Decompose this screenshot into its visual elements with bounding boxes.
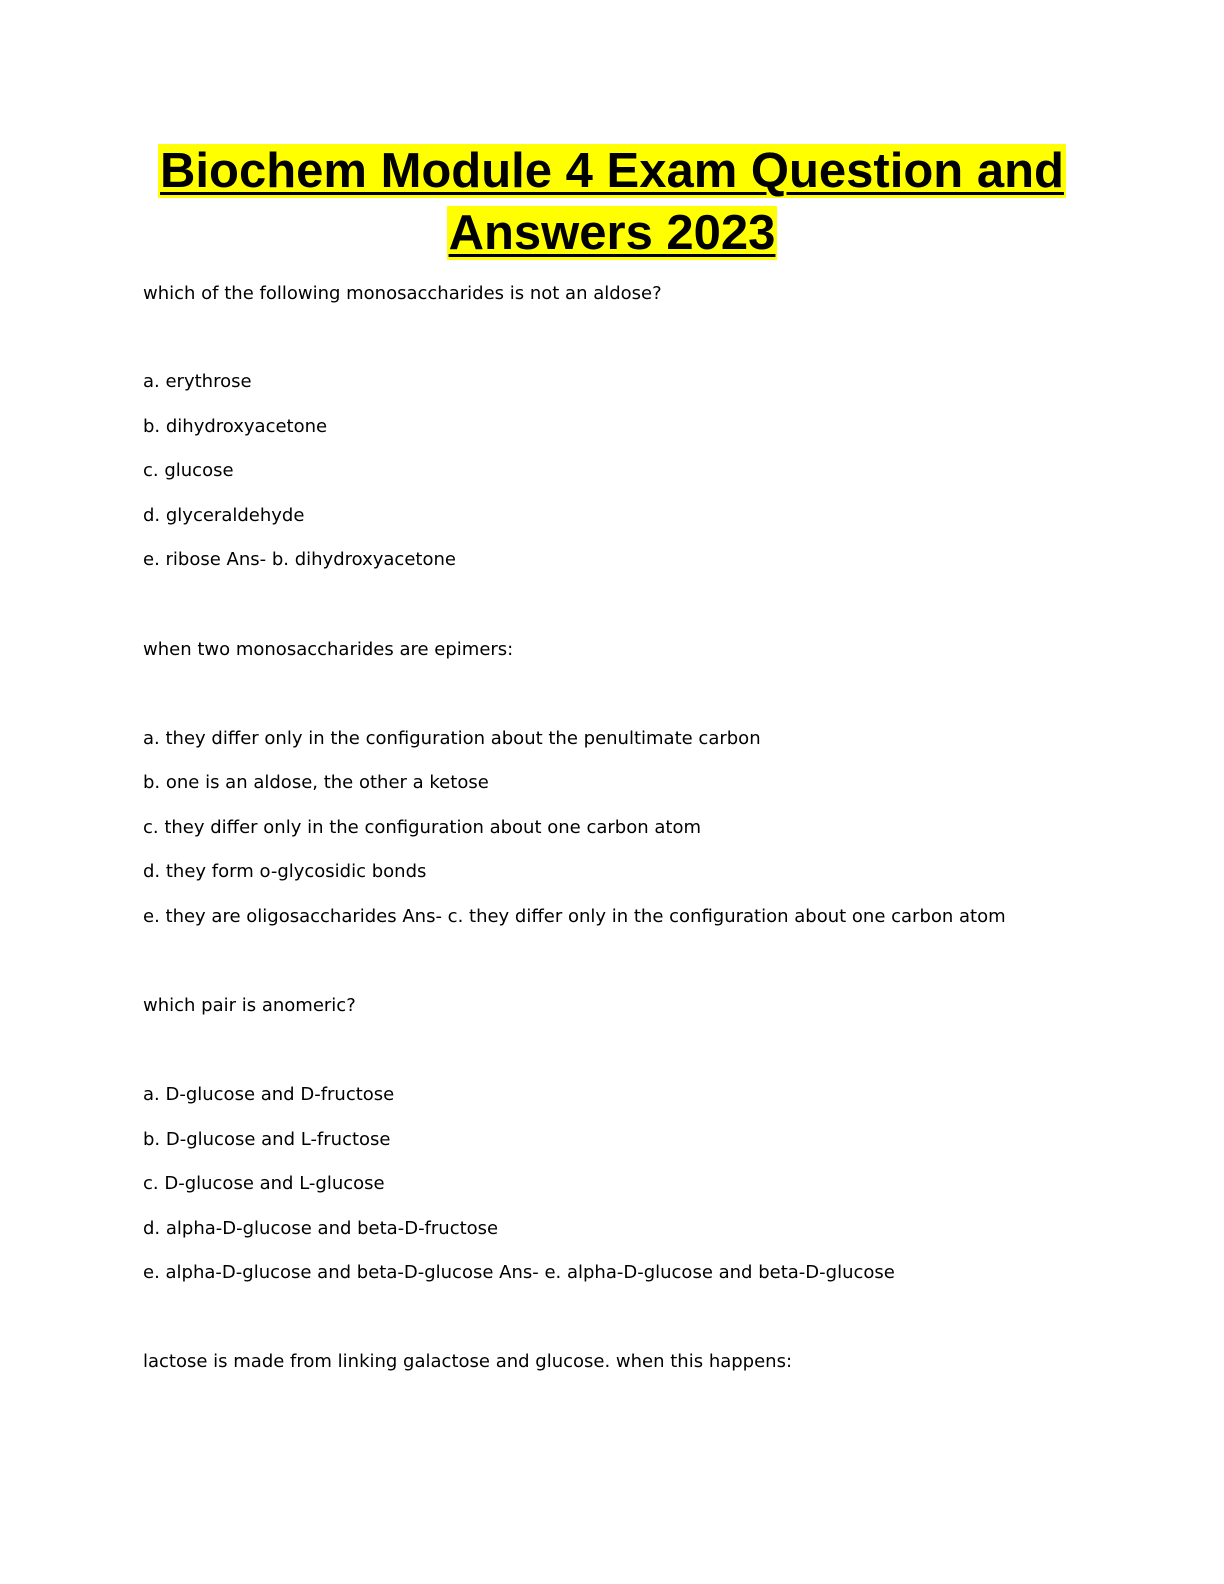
- question-3-option-b: b. D-glucose and L-fructose: [143, 1129, 391, 1150]
- question-1-option-e-answer: e. ribose Ans- b. dihydroxyacetone: [143, 549, 456, 570]
- question-1-option-d: d. glyceraldehyde: [143, 505, 305, 526]
- question-3: which pair is anomeric?: [143, 995, 356, 1016]
- question-2: when two monosaccharides are epimers:: [143, 639, 514, 660]
- question-4: lactose is made from linking galactose and glucose. when this happens:: [143, 1351, 793, 1372]
- question-1-option-a: a. erythrose: [143, 371, 252, 392]
- document-title: [100, 140, 1124, 264]
- question-3-option-e-answer: e. alpha-D-glucose and beta-D-glucose Ans- e. alpha-D-glucose and beta-D-glucose: [143, 1262, 895, 1283]
- question-1-option-b: b. dihydroxyacetone: [143, 416, 328, 437]
- question-2-option-c: c. they differ only in the configuration about one carbon atom: [143, 817, 701, 838]
- question-3-option-c: c. D-glucose and L-glucose: [143, 1173, 385, 1194]
- question-2-option-e-answer: e. they are oligosaccharides Ans- c. they differ only in the configuration about one carbon atom: [143, 906, 1006, 927]
- title-line-2: Answers 2023: [448, 206, 776, 260]
- question-1-option-c: c. glucose: [143, 460, 234, 481]
- question-1: which of the following monosaccharides is not an aldose?: [143, 283, 662, 304]
- question-2-option-a: a. they differ only in the configuration about the penultimate carbon: [143, 728, 761, 749]
- question-3-option-a: a. D-glucose and D-fructose: [143, 1084, 395, 1105]
- title-line-1: Biochem Module 4 Exam Question and: [160, 144, 1064, 198]
- question-2-option-d: d. they form o-glycosidic bonds: [143, 861, 427, 882]
- question-2-option-b: b. one is an aldose, the other a ketose: [143, 772, 489, 793]
- question-3-option-d: d. alpha-D-glucose and beta-D-fructose: [143, 1218, 499, 1239]
